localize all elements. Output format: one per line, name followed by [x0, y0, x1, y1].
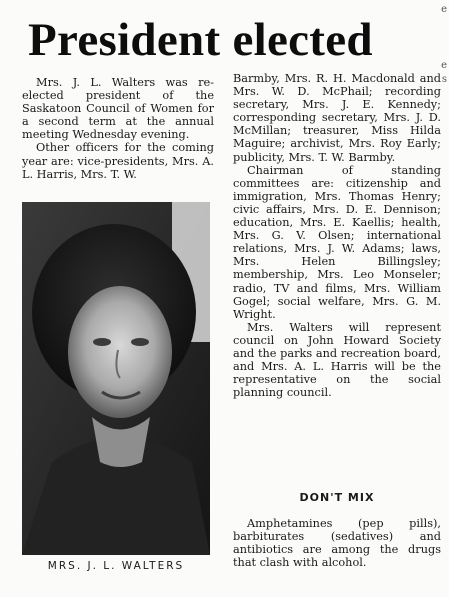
article-paragraph-2: Other officers for the coming year are: vice-presidents, Mrs. A. L. Harris, Mrs. T. W. — [22, 141, 214, 181]
article-paragraph-1: Mrs. J. L. Walters was re-elected president of the Saskatoon Council of Women for a second term at the annual meeting Wednesday evening. — [22, 76, 214, 142]
article-paragraph-3: Barmby, Mrs. R. H. Macdonald and Mrs. W. D. McPhail; recording secretary, Mrs. J. E. Kennedy; corresponding secretary, Mrs. J. D. McMillan; treasurer, Miss Hilda Maguire; archivist, Mrs. Roy Early; publicity, Mrs. T. W. Barmby. — [233, 72, 441, 164]
portrait-image — [22, 202, 210, 555]
portrait-photo — [22, 202, 210, 555]
sidebar-body: Amphetamines (pep pills), barbiturates (sedatives) and antibiotics are among the drugs that clash with alcohol. — [233, 517, 441, 570]
article-paragraph-5: Mrs. Walters will represent council on John Howard Society and the parks and recreation board, and Mrs. A. L. Harris will be the representative on the social planning council. — [233, 320, 441, 400]
edge-fragment: e — [441, 60, 447, 71]
article-column-right — [233, 72, 441, 399]
headline: President elected — [28, 14, 373, 66]
article-column-left — [22, 76, 214, 181]
sidebar-column — [233, 517, 441, 569]
edge-fragment: s — [441, 74, 447, 85]
photo-caption: MRS. J. L. WALTERS — [47, 560, 185, 572]
edge-fragment: e — [441, 4, 447, 15]
article-paragraph-4: Chairman of standing committees are: citizenship and immigration, Mrs. Thomas Henry; civic affairs, Mrs. D. E. Dennison; education, Mrs. E. Kaellis; health, Mrs. G. V. Olsen; international relations, Mrs. J. W. Adams; laws, Mrs. Helen Billingsley; membership, Mrs. Leo Monseler; radio, TV and films, Mrs. William Gogel; social welfare, Mrs. G. M. Wright. — [233, 163, 441, 321]
sidebar-subhead: DON'T MIX — [299, 491, 375, 504]
